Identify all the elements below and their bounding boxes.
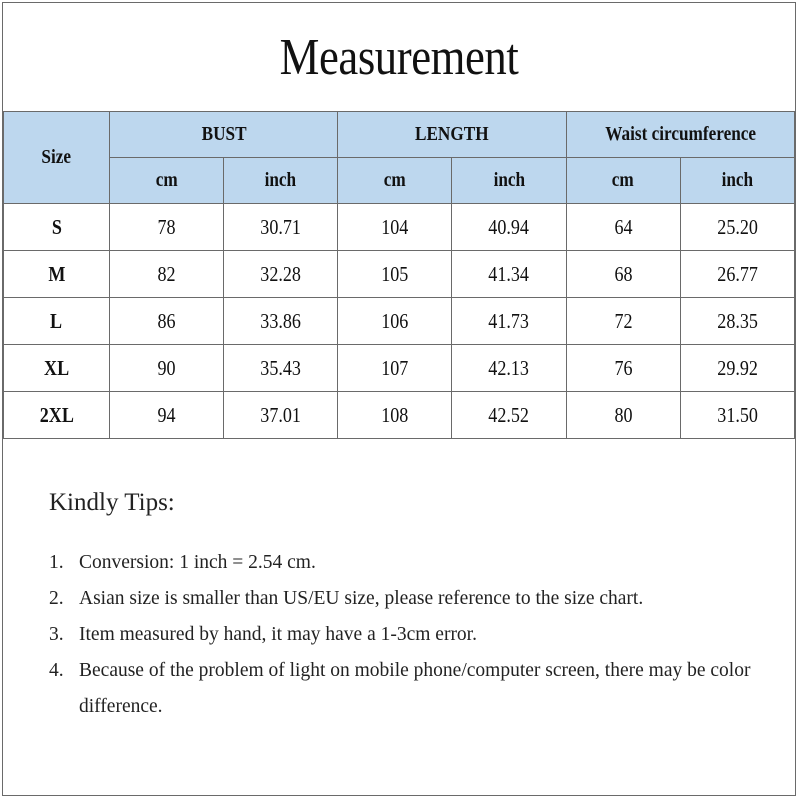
measurement-cell: 86 <box>110 298 224 345</box>
table-row <box>4 345 795 392</box>
measurement-cell: 107 <box>338 345 452 392</box>
table-row <box>4 204 795 251</box>
tip-item <box>49 545 769 581</box>
measurement-cell: 106 <box>338 298 452 345</box>
table-unit-row <box>4 158 795 204</box>
unit-header: cm <box>110 158 224 204</box>
size-chart-sheet <box>2 2 796 796</box>
table-row <box>4 298 795 345</box>
table-row <box>4 251 795 298</box>
measurement-cell: 28.35 <box>680 298 794 345</box>
size-cell: S <box>4 204 110 251</box>
tip-item <box>49 581 769 617</box>
measurement-cell: 37.01 <box>224 392 338 439</box>
size-column-header: Size <box>4 112 110 204</box>
measurement-cell: 33.86 <box>224 298 338 345</box>
measurement-cell: 72 <box>566 298 680 345</box>
measurement-cell: 41.73 <box>452 298 566 345</box>
size-cell: L <box>4 298 110 345</box>
tip-number: 3. <box>49 624 64 645</box>
measurement-cell: 42.13 <box>452 345 566 392</box>
tip-number: 4. <box>49 660 64 681</box>
measurement-cell: 30.71 <box>224 204 338 251</box>
tip-text: Asian size is smaller than US/EU size, please reference to the size chart. <box>79 588 644 609</box>
measurement-cell: 76 <box>566 345 680 392</box>
measurement-cell: 104 <box>338 204 452 251</box>
table-row <box>4 392 795 439</box>
measurement-cell: 41.34 <box>452 251 566 298</box>
measurement-cell: 80 <box>566 392 680 439</box>
measurement-cell: 31.50 <box>680 392 794 439</box>
measurement-cell: 42.52 <box>452 392 566 439</box>
measurement-cell: 78 <box>110 204 224 251</box>
size-cell: 2XL <box>4 392 110 439</box>
tip-number: 2. <box>49 588 64 609</box>
measurement-cell: 25.20 <box>680 204 794 251</box>
tip-text: Item measured by hand, it may have a 1-3cm error. <box>79 624 477 645</box>
waist-group-header: Waist circumference <box>566 112 794 158</box>
unit-header: cm <box>338 158 452 204</box>
unit-header: cm <box>566 158 680 204</box>
table-body <box>4 204 795 439</box>
size-cell: XL <box>4 345 110 392</box>
tips-title: Kindly Tips: <box>49 489 175 516</box>
unit-header: inch <box>452 158 566 204</box>
measurement-cell: 40.94 <box>452 204 566 251</box>
measurement-cell: 105 <box>338 251 452 298</box>
size-cell: M <box>4 251 110 298</box>
size-table <box>3 111 795 439</box>
tip-item <box>49 653 769 725</box>
tips-list <box>49 545 769 725</box>
measurement-cell: 64 <box>566 204 680 251</box>
measurement-cell: 94 <box>110 392 224 439</box>
tip-number: 1. <box>49 552 64 573</box>
table-header-row <box>4 112 795 158</box>
unit-header: inch <box>224 158 338 204</box>
length-group-header: LENGTH <box>338 112 566 158</box>
measurement-cell: 35.43 <box>224 345 338 392</box>
bust-group-header: BUST <box>110 112 338 158</box>
measurement-cell: 68 <box>566 251 680 298</box>
measurement-cell: 26.77 <box>680 251 794 298</box>
measurement-cell: 32.28 <box>224 251 338 298</box>
measurement-cell: 90 <box>110 345 224 392</box>
page-title: Measurement <box>279 28 519 86</box>
measurement-cell: 29.92 <box>680 345 794 392</box>
unit-header: inch <box>680 158 794 204</box>
tip-text: Because of the problem of light on mobile phone/computer screen, there may be color difference. <box>79 660 751 717</box>
tip-text: Conversion: 1 inch = 2.54 cm. <box>79 552 316 573</box>
tips-section <box>49 489 769 725</box>
measurement-cell: 108 <box>338 392 452 439</box>
tip-item <box>49 617 769 653</box>
measurement-cell: 82 <box>110 251 224 298</box>
